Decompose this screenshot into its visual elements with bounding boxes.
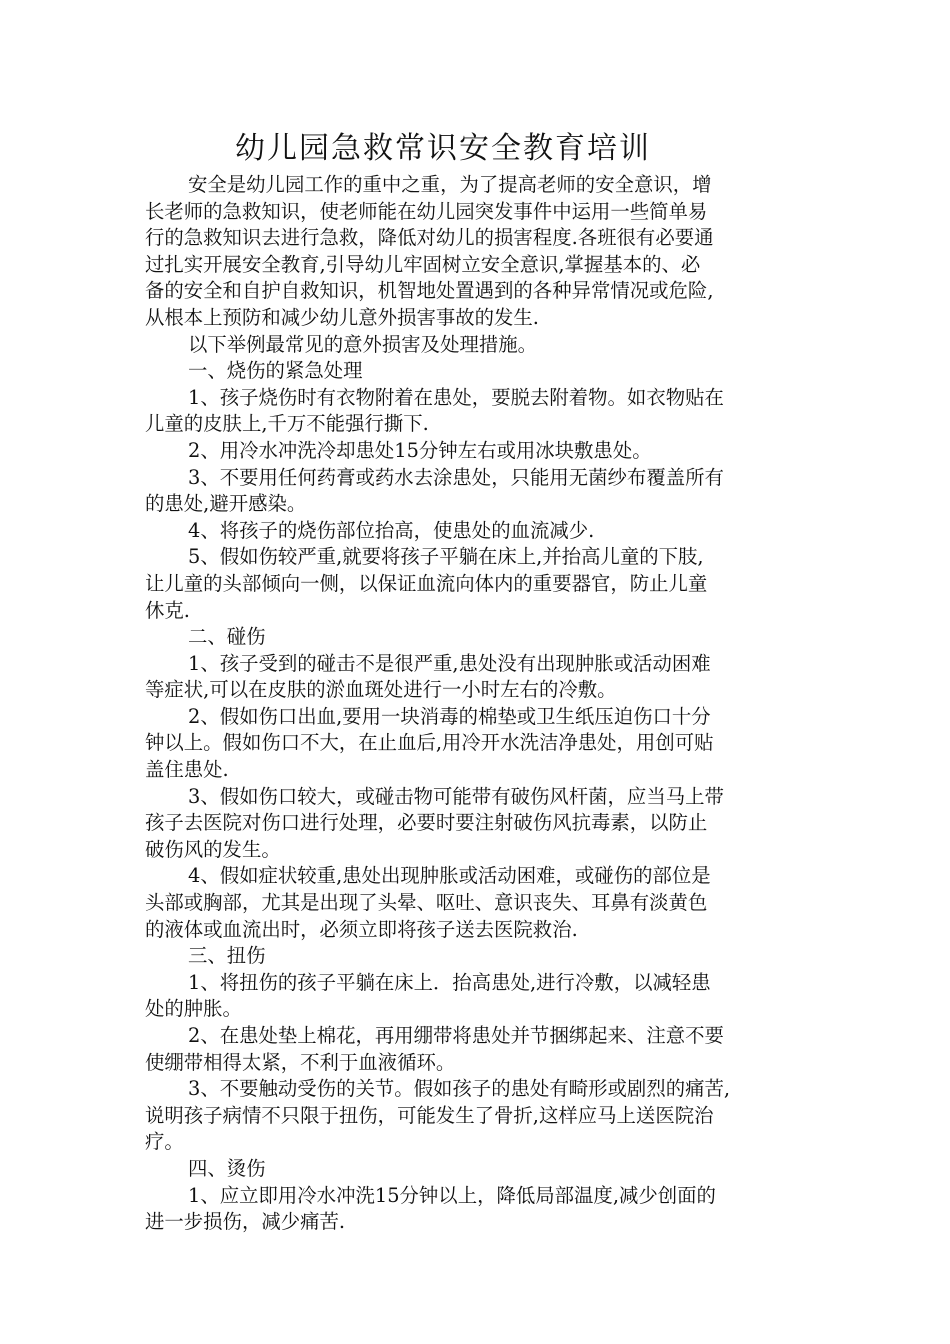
text-line: 3、不要用任何药膏或药水去涂患处，只能用无菌纱布覆盖所有 [188, 465, 724, 489]
text-line: 3、不要触动受伤的关节。假如孩子的患处有畸形或剧烈的痛苦, [188, 1077, 731, 1101]
text-line: 1、将扭伤的孩子平躺在床上．抬高患处,进行冷敷，以减轻患 [188, 970, 711, 994]
text-line: 疗。 [145, 1130, 184, 1154]
text-line: 2、假如伤口出血,要用一块消毒的棉垫或卫生纸压迫伤口十分 [188, 704, 711, 728]
text-line: 头部或胸部，尤其是出现了头晕、呕吐、意识丧失、耳鼻有淡黄色 [145, 891, 708, 915]
text-line: 4、假如症状较重,患处出现肿胀或活动困难，或碰伤的部位是 [188, 864, 711, 888]
text-line: 使绷带相得太紧，不利于血液循环。 [145, 1050, 456, 1074]
text-line: 安全是幼儿园工作的重中之重，为了提高老师的安全意识，增 [188, 173, 712, 196]
text-line: 1、应立即用冷水冲洗15分钟以上，降低局部温度,减少创面的 [188, 1183, 716, 1207]
text-line: 二、碰伤 [188, 625, 266, 649]
text-line: 四、烫伤 [188, 1156, 266, 1180]
text-line: 的患处,避开感染。 [145, 492, 307, 516]
text-line: 从根本上预防和减少幼儿意外损害事故的发生. [145, 305, 539, 329]
document-body [145, 172, 805, 1236]
text-line: 1、孩子烧伤时有衣物附着在患处，要脱去附着物。如衣物贴在 [188, 385, 724, 409]
text-line: 破伤风的发生。 [145, 837, 281, 861]
text-line: 5、假如伤较严重,就要将孩子平躺在床上,并抬高儿童的下肢, [188, 545, 704, 569]
text-line: 备的安全和自护自救知识，机智地处置遇到的各种异常情况或危险, [145, 279, 714, 303]
text-line: 三、扭伤 [188, 944, 266, 968]
text-line: 儿童的皮肤上,千万不能强行撕下. [145, 412, 429, 436]
text-line: 行的急救知识去进行急救，降低对幼儿的损害程度.各班很有必要通 [145, 226, 714, 250]
text-line: 一、烧伤的紧急处理 [188, 359, 363, 383]
text-line: 处的肿胀。 [145, 997, 242, 1021]
text-line: 3、假如伤口较大，或碰击物可能带有破伤风杆菌，应当马上带 [188, 784, 724, 808]
text-line: 孩子去医院对伤口进行处理，必要时要注射破伤风抗毒素，以防止 [145, 811, 708, 835]
text-line: 钟以上。假如伤口不大，在止血后,用冷开水洗洁净患处，用创可贴 [145, 731, 714, 755]
text-line: 进一步损伤，减少痛苦. [145, 1210, 346, 1234]
text-line: 1、孩子受到的碰击不是很严重,患处没有出现肿胀或活动困难 [188, 651, 711, 675]
text-line: 2、在患处垫上棉花，再用绷带将患处并节捆绑起来、注意不要 [188, 1024, 724, 1047]
text-line: 以下举例最常见的意外损害及处理措施。 [188, 332, 538, 356]
text-line: 长老师的急救知识，使老师能在幼儿园突发事件中运用一些简单易 [145, 199, 708, 223]
document-title: 幼儿园急救常识安全教育培训 [235, 131, 651, 166]
text-line: 2、用冷水冲洗冷却患处15分钟左右或用冰块敷患处。 [188, 438, 652, 462]
text-line: 让儿童的头部倾向一侧，以保证血流向体内的重要器官，防止儿童 [145, 571, 708, 595]
text-line: 等症状,可以在皮肤的淤血斑处进行一小时左右的冷敷。 [145, 678, 617, 702]
text-line: 说明孩子病情不只限于扭伤，可能发生了骨折,这样应马上送医院治 [145, 1103, 714, 1127]
text-line: 4、将孩子的烧伤部位抬高，使患处的血流减少. [188, 518, 595, 542]
text-line: 的液体或血流出时，必须立即将孩子送去医院救治. [145, 917, 578, 941]
text-line: 盖住患处. [145, 758, 229, 782]
text-line: 休克. [145, 598, 190, 622]
text-line: 过扎实开展安全教育,引导幼儿牢固树立安全意识,掌握基本的、必 [145, 252, 701, 276]
